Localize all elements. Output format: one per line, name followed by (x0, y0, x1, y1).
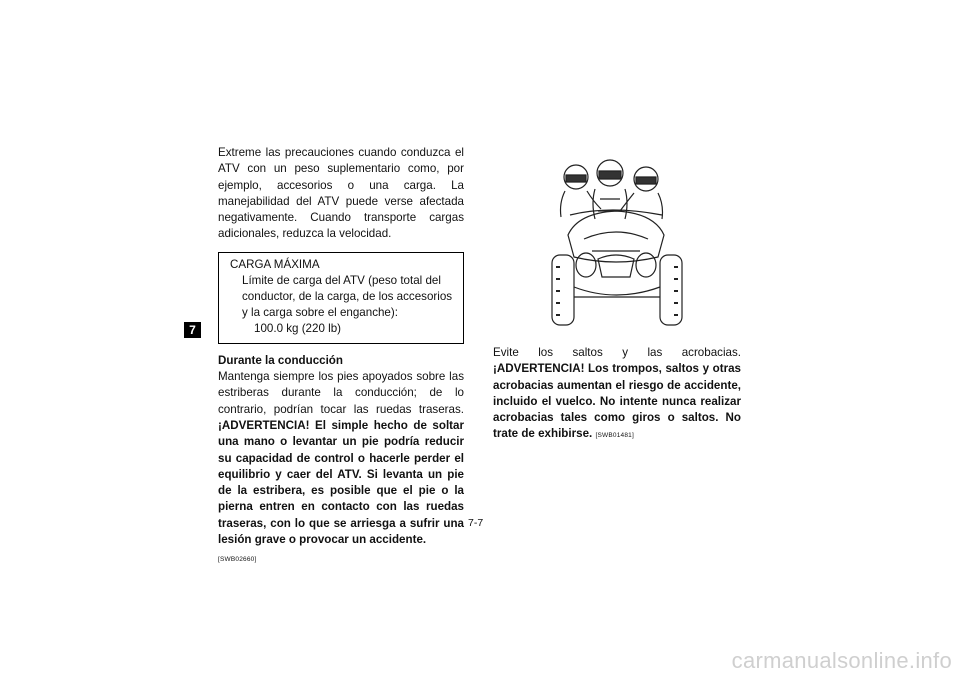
warning-code: [SWB02660] (218, 556, 257, 564)
stunts-warning: ¡ADVERTENCIA! Los trompos, saltos y otras acrobacias aumentan el riesgo de accidente, incluido el vuelco. No intente nunca realizar acrobacias tales como giros o saltos. No trate de exhibirse. (493, 362, 741, 441)
chapter-tab: 7 (184, 322, 201, 338)
stunts-text: Evite los saltos y las acrobacias. (493, 346, 741, 359)
wheel-left (552, 255, 574, 325)
right-column (493, 345, 741, 445)
stunts-warning-code: [SWB01481] (595, 432, 634, 440)
headlight-right (636, 253, 656, 277)
stunts-paragraph (493, 345, 741, 445)
wheel-right (660, 255, 682, 325)
riding-warning: ¡ADVERTENCIA! El simple hecho de soltar una mano o levantar un pie podría reducir su capacidad de control o hacerle perder el equilibrio y caer del ATV. Si levanta un pie de la estribera, es posible que el pie o la pierna entren en contacto con las ruedas traseras, con lo que se arriesga a sufrir una lesión grave o provocar un accidente. (218, 418, 464, 547)
intro-paragraph: Extreme las precauciones cuando conduzca el ATV con un peso suplementario como, por ejemplo, accesorios o una carga. La manejabilidad del ATV puede verse afectada negativamente. Cuando transporte cargas adicionales, reduzca la velocidad. (218, 146, 464, 241)
headlight-left (576, 253, 596, 277)
max-load-box (218, 252, 464, 344)
riding-paragraph (218, 369, 464, 569)
riding-text: Mantenga siempre los pies apoyados sobre las estriberas durante la conducción; de lo contrario, podrían tocar las ruedas traseras. (218, 370, 464, 416)
max-load-value: 100.0 kg (220 lb) (254, 321, 342, 335)
section-heading: Durante la conducción (218, 353, 343, 367)
atv-riders-illustration (548, 155, 688, 337)
page-number: 7-7 (468, 517, 484, 529)
max-load-description: Límite de carga del ATV (peso total del conductor, de la carga, de los accesorios y la carga sobre el enganche): (242, 273, 453, 319)
watermark-link[interactable]: carmanualsonline.info (731, 648, 952, 673)
max-load-title: CARGA MÁXIMA (230, 257, 320, 271)
left-column (218, 145, 464, 569)
